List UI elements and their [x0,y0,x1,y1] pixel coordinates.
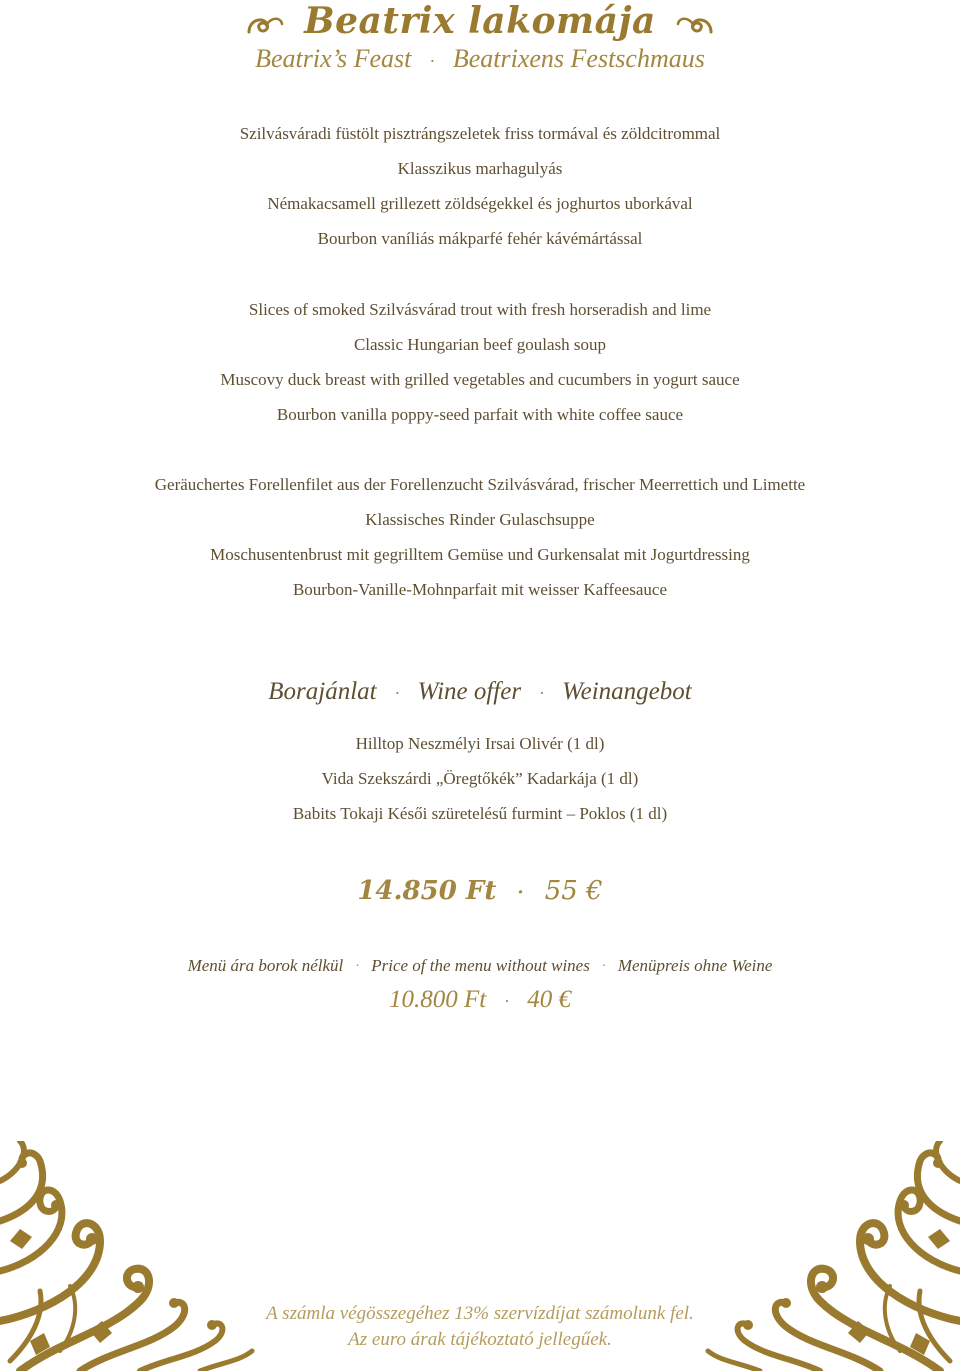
menu-item: Muscovy duck breast with grilled vegetables and cucumbers in yogurt sauce [220,370,740,389]
wine-title-hu: Borajánlat [268,678,377,705]
footer-service-charge: A számla végösszegéhez 13% szervízdíjat számolunk fel. [266,1303,694,1324]
price-without-wine [0,986,960,1014]
menu-title [0,0,960,42]
menu-item: Szilvásváradi füstölt pisztrángszeletek friss tormával és zöldcitrommal [239,124,721,143]
menu-item: Klassisches Rinder Gulaschsuppe [365,510,595,529]
wine-item: Vida Szekszárdi „Öregtőkék” Kadarkája (1 dl) [321,769,639,788]
price-note [0,956,960,976]
wine-list [0,726,960,831]
price-note-en: Price of the menu without wines [371,956,590,975]
footer-euro-note: Az euro árak tájékoztató jellegűek. [348,1329,612,1350]
separator-dot: · [602,959,606,975]
menu-item: Geräuchertes Forellenfilet aus der Forellenzucht Szilvásvárad, frischer Meerrettich und Limette [154,475,806,494]
price-alt-huf: 10.800 Ft [389,986,487,1013]
footer-note [0,1301,960,1353]
wine-title-de: Weinangebot [562,678,692,705]
menu-german [0,467,960,607]
menu-subtitle [0,44,960,74]
menu-item: Bourbon vaníliás mákparfé fehér kávémártással [317,229,643,248]
price-note-de: Menüpreis ohne Weine [617,956,773,975]
menu-item: Bourbon vanilla poppy-seed parfait with white coffee sauce [276,405,684,424]
subtitle-german: Beatrixens Festschmaus [452,44,705,73]
menu-item: Classic Hungarian beef goulash soup [353,335,607,354]
menu-item: Bourbon-Vanille-Mohnparfait mit weisser Kaffeesauce [292,580,668,599]
title-text: Beatrix lakomája [304,0,656,42]
separator-dot: · [394,682,400,703]
separator-dot: · [504,990,509,1011]
flourish-left-icon [245,10,285,38]
wine-item: Hilltop Neszmélyi Irsai Olivér (1 dl) [355,734,605,753]
price-alt-eur: 40 € [527,986,571,1013]
menu-english [0,292,960,432]
wine-title-en: Wine offer [417,678,522,705]
price-note-hu: Menü ára borok nélkül [187,956,344,975]
price-eur: 55 € [544,876,603,906]
subtitle-english: Beatrix’s Feast [255,44,412,73]
menu-item: Némakacsamell grillezett zöldségekkel és joghurtos uborkával [267,194,693,213]
separator-dot: · [539,682,544,703]
separator-dot: · [355,959,359,975]
menu-hungarian [0,116,960,256]
separator-dot: · [429,50,435,71]
menu-item: Slices of smoked Szilvásvárad trout with fresh horseradish and lime [248,300,712,319]
separator-dot: · [517,881,524,903]
price-with-wine [0,876,960,906]
menu-item: Moschusentenbrust mit gegrilltem Gemüse und Gurkensalat mit Jogurtdressing [210,545,750,564]
flourish-right-icon [675,10,715,38]
price-huf: 14.850 Ft [357,876,497,906]
menu-item: Klasszikus marhagulyás [397,159,563,178]
wine-offer-title [0,678,960,706]
wine-item: Babits Tokaji Késői szüretelésű furmint – Poklos (1 dl) [292,804,668,823]
